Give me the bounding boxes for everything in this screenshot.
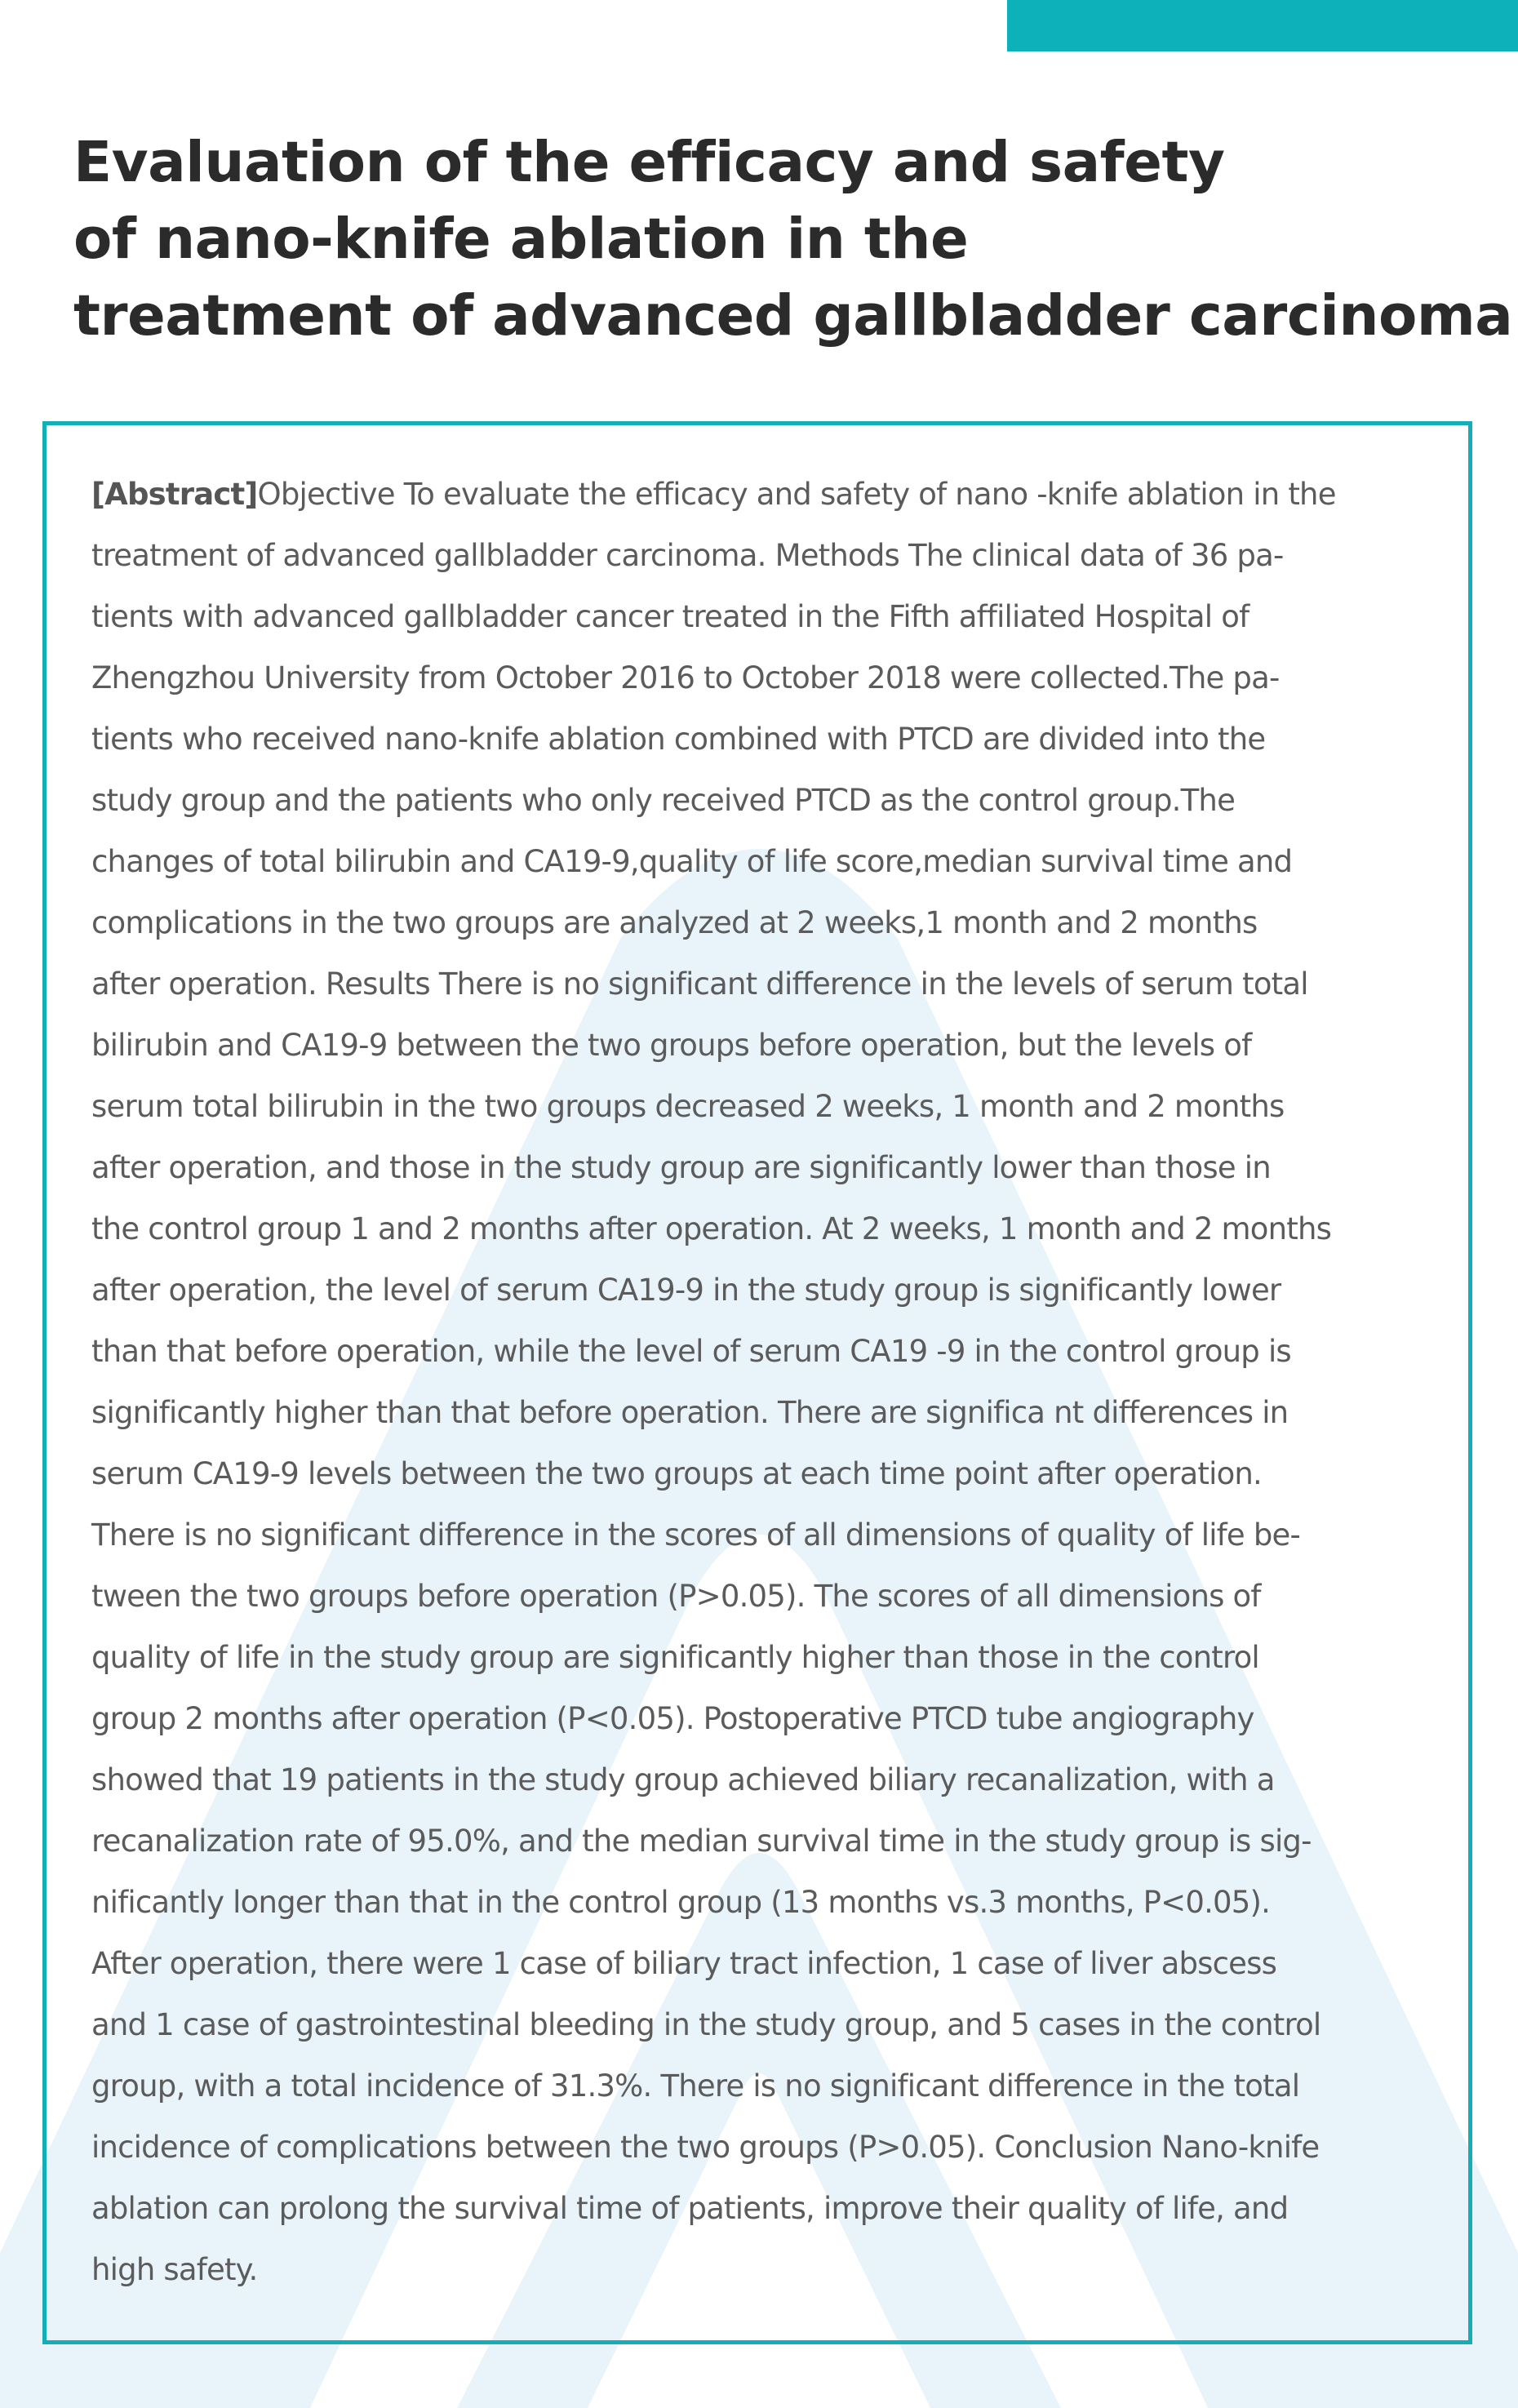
abstract-line: There is no significant difference in the scores of all dimensions of quality of life be- bbox=[91, 1517, 1301, 1553]
abstract-line: the control group 1 and 2 months after operation. At 2 weeks, 1 month and 2 months bbox=[91, 1211, 1332, 1246]
abstract-line: than that before operation, while the level of serum CA19 -9 in the control group is bbox=[91, 1334, 1291, 1369]
abstract-line: group, with a total incidence of 31.3%. There is no significant difference in the total bbox=[91, 2068, 1300, 2104]
abstract-line: bilirubin and CA19-9 between the two groups before operation, but the levels of bbox=[91, 1028, 1252, 1063]
article-title bbox=[73, 124, 1513, 354]
abstract-line: significantly higher than that before operation. There are significa nt differences in bbox=[91, 1395, 1289, 1430]
abstract-line: serum total bilirubin in the two groups decreased 2 weeks, 1 month and 2 months bbox=[91, 1089, 1285, 1124]
title-line: treatment of advanced gallbladder carcinoma bbox=[73, 283, 1513, 349]
abstract-line: group 2 months after operation (P<0.05). Postoperative PTCD tube angiography bbox=[91, 1701, 1254, 1736]
abstract-line: serum CA19-9 levels between the two groups at each time point after operation. bbox=[91, 1456, 1263, 1491]
abstract-line: changes of total bilirubin and CA19-9,quality of life score,median survival time and bbox=[91, 844, 1293, 879]
abstract-line: recanalization rate of 95.0%, and the median survival time in the study group is sig- bbox=[91, 1824, 1312, 1859]
abstract-line: showed that 19 patients in the study group achieved biliary recanalization, with a bbox=[91, 1762, 1275, 1797]
abstract-line: tients with advanced gallbladder cancer treated in the Fifth affiliated Hospital of bbox=[91, 599, 1249, 634]
abstract-line: ablation can prolong the survival time of patients, improve their quality of life, and bbox=[91, 2191, 1289, 2226]
abstract-line: After operation, there were 1 case of biliary tract infection, 1 case of liver abscess bbox=[91, 1946, 1277, 1981]
abstract-line: incidence of complications between the two groups (P>0.05). Conclusion Nano-knife bbox=[91, 2130, 1320, 2165]
abstract-line bbox=[91, 464, 1430, 525]
abstract-line: nificantly longer than that in the control group (13 months vs.3 months, P<0.05). bbox=[91, 1885, 1271, 1920]
title-line: of nano-knife ablation in the bbox=[73, 207, 969, 272]
abstract-line: after operation, the level of serum CA19-9 in the study group is significantly lower bbox=[91, 1273, 1281, 1308]
abstract-line: treatment of advanced gallbladder carcinoma. Methods The clinical data of 36 pa- bbox=[91, 538, 1284, 573]
abstract-line: after operation, and those in the study group are significantly lower than those in bbox=[91, 1150, 1271, 1185]
abstract-line-text: Objective To evaluate the efficacy and safety of nano -knife ablation in the bbox=[257, 477, 1336, 512]
abstract-line: after operation. Results There is no significant difference in the levels of serum total bbox=[91, 966, 1308, 1002]
abstract-line: and 1 case of gastrointestinal bleeding in the study group, and 5 cases in the control bbox=[91, 2007, 1321, 2042]
abstract-line: complications in the two groups are analyzed at 2 weeks,1 month and 2 months bbox=[91, 905, 1258, 940]
abstract-label: [Abstract] bbox=[91, 477, 258, 512]
abstract-line: quality of life in the study group are significantly higher than those in the control bbox=[91, 1640, 1259, 1675]
abstract-line: study group and the patients who only received PTCD as the control group.The bbox=[91, 783, 1236, 818]
abstract-line: Zhengzhou University from October 2016 to October 2018 were collected.The pa- bbox=[91, 660, 1280, 695]
abstract-line: high safety. bbox=[91, 2252, 258, 2287]
abstract-body bbox=[91, 464, 1430, 2300]
title-line: Evaluation of the efficacy and safety bbox=[73, 130, 1225, 195]
abstract-line: tween the two groups before operation (P>0.05). The scores of all dimensions of bbox=[91, 1579, 1261, 1614]
abstract-line: tients who received nano-knife ablation combined with PTCD are divided into the bbox=[91, 722, 1266, 757]
